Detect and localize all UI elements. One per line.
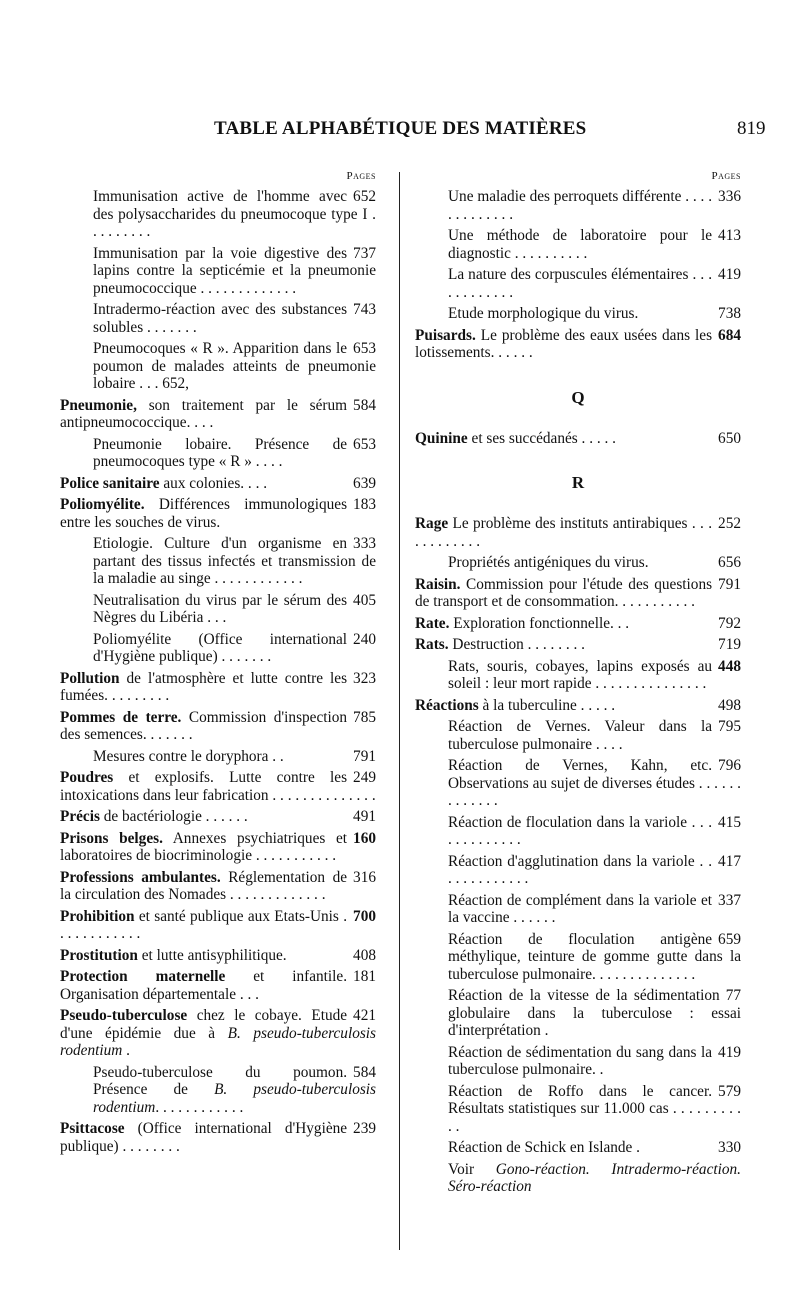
index-entry [60, 769, 376, 804]
entry-page: 700 [353, 907, 376, 925]
entry-text: Immunisation par la voie digestive des lapins contre la septicémie et la pneumonie pneumococcique . . . . . . . . . . . . . [93, 244, 376, 297]
entry-page: 684 [718, 326, 741, 344]
index-entry [415, 1044, 741, 1079]
index-entry [60, 340, 376, 393]
index-entry [415, 430, 741, 448]
entry-page: 77 [725, 987, 741, 1004]
entry-italic: B. pseudo-tuberculosis rodentium [60, 1024, 377, 1059]
index-entry [60, 968, 376, 1003]
see-also-prefix: Voir [448, 1160, 496, 1178]
index-entry [60, 245, 376, 298]
entry-page: 333 [353, 535, 376, 552]
entry-text: Intradermo-réaction avec des substances solubles . . . . . . . [93, 301, 348, 336]
entry-text: Le problème des eaux usées dans les lotissements. . . . . . [415, 326, 713, 361]
entry-page: 650 [718, 429, 741, 447]
entry-text: Réaction d'agglutination dans la variole . . . . . . . . . . . . . [448, 852, 713, 887]
entry-text: Réaction de floculation antigène méthylique, teinture de gomme gutte dans la tuberculose pulmonaire. . . . . . . . . . . . . . [448, 930, 741, 983]
entry-page: 491 [353, 808, 376, 825]
index-entry [60, 397, 376, 432]
entry-page: 743 [353, 301, 376, 318]
see-also-refs: Gono-réaction. Intradermo-réaction. Séro-réaction [448, 1160, 741, 1195]
index-entry [60, 1064, 376, 1117]
entry-page: 160 [353, 829, 376, 847]
index-entry [415, 554, 741, 572]
entry-text: La nature des corpuscules élémentaires . . . . . . . . . . . . [448, 266, 713, 301]
entry-page: 337 [718, 891, 741, 909]
index-entry [415, 305, 741, 323]
index-entry [60, 592, 376, 627]
entry-text: Réaction de floculation dans la variole . . . . . . . . . . . . . [448, 813, 713, 848]
entry-page: 737 [353, 244, 376, 262]
entry-page: 653 [353, 340, 376, 357]
index-entry [415, 1139, 741, 1157]
entry-keyword: Rats. [415, 636, 449, 653]
index-entry [60, 301, 376, 336]
entry-text: et santé publique aux Etats-Unis . . . . . . . . . . . . [60, 907, 348, 942]
entry-page: 421 [353, 1007, 376, 1024]
entry-text: Commission d'inspection des semences. . . . . . . [60, 708, 348, 743]
entry-page: 417 [718, 852, 741, 870]
entry-keyword: Quinine [415, 429, 468, 447]
entry-text: son traitement par le sérum antipneumococcique. . . . [60, 396, 348, 431]
entry-text: (Office international d'Hygiène publique) . . . . . . . . [60, 1120, 348, 1155]
entry-page: 408 [353, 946, 376, 964]
entry-page: 316 [353, 868, 376, 886]
entry-text: Etiologie. Culture d'un organisme en partant des tissus infectés et transmission de la maladie au singe . . . . . . . . . . . . [93, 535, 376, 587]
entry-text: et lutte antisyphilitique. [137, 946, 287, 964]
entry-keyword: Réactions [415, 696, 479, 714]
entry-text: Le problème des instituts antirabiques . . . . . . . . . . . . [415, 515, 713, 550]
entry-text: Etude morphologique du virus. [448, 305, 639, 322]
entry-page: 795 [718, 718, 741, 735]
right-entries-q [415, 430, 741, 448]
index-entry [415, 615, 741, 633]
entry-page: 659 [718, 930, 741, 948]
see-also [415, 1161, 741, 1196]
entry-keyword: Protection maternelle [60, 968, 226, 985]
entry-keyword: Professions ambulantes. [60, 868, 221, 886]
right-column [415, 170, 741, 1200]
index-entry [60, 475, 376, 493]
entry-keyword: Pommes de terre. [60, 708, 182, 726]
left-column [60, 170, 376, 1159]
entry-keyword: Rage [415, 515, 449, 532]
entry-text: et infantile. Organisation départementale . . . [60, 968, 348, 1003]
entry-page: 181 [353, 968, 376, 985]
section-letter-r: R [571, 473, 585, 492]
entry-page: 419 [718, 1043, 741, 1061]
entry-keyword: Pollution [60, 669, 120, 687]
entry-text: Réglementation de la circulation des Nomades . . . . . . . . . . . . . [60, 868, 348, 903]
index-entry [415, 697, 741, 715]
entry-page: 584 [353, 1063, 376, 1081]
entry-text: Réaction de sédimentation du sang dans la tuberculose pulmonaire. . [448, 1043, 713, 1078]
entry-text: Différences immunologiques entre les souches de virus. [60, 496, 348, 531]
index-entry [415, 327, 741, 362]
entry-text: Réaction de Vernes. Valeur dans la tuberculose pulmonaire . . . . [448, 718, 713, 753]
index-entry [415, 188, 741, 223]
index-entry [415, 814, 741, 849]
entry-text: Poliomyélite (Office international d'Hygiène publique) . . . . . . . [93, 630, 348, 665]
entry-text: Neutralisation du virus par le sérum des Nègres du Libéria . . . [93, 591, 348, 626]
entry-page: 656 [718, 554, 741, 571]
index-entry [415, 1083, 741, 1136]
entry-page: 791 [718, 575, 741, 593]
entry-page: 239 [353, 1120, 376, 1137]
entry-text: et explosifs. Lutte contre les intoxications dans leur fabrication . . . . . . . . . . . . . . [60, 769, 376, 804]
index-entry [60, 1007, 376, 1060]
entry-text: Réaction de Vernes, Kahn, etc. Observations au sujet de diverses études . . . . . . . . . . . . . [448, 757, 741, 809]
entry-keyword: Prohibition [60, 907, 135, 925]
entry-page: 791 [353, 747, 376, 765]
index-entry [415, 636, 741, 654]
entry-keyword: Prisons belges. [60, 829, 163, 847]
entry-text: de l'atmosphère et lutte contre les fumées. . . . . . . . . [60, 669, 348, 704]
index-entry [415, 515, 741, 550]
pages-label: Pages [711, 170, 741, 182]
index-entry [415, 757, 741, 810]
entry-page: 579 [718, 1082, 741, 1100]
index-entry [415, 718, 741, 753]
index-entry [415, 266, 741, 301]
entry-text: à la tuberculine . . . . . [478, 696, 616, 714]
entry-page: 796 [718, 757, 741, 774]
page-title: TABLE ALPHABÉTIQUE DES MATIÈRES [214, 118, 587, 139]
entry-keyword: Prostitution [60, 946, 138, 964]
entry-keyword: Psittacose [60, 1120, 125, 1137]
index-entry [415, 931, 741, 984]
entry-keyword: Pseudo-tuberculose [60, 1007, 188, 1024]
entry-page: 183 [353, 496, 376, 513]
entry-text: et ses succédanés . . . . . [467, 429, 616, 447]
entry-text: Immunisation active de l'homme avec des polysaccharides du pneumocoque type I . . . . . . . . . [93, 188, 376, 240]
entry-page: 413 [718, 227, 741, 244]
left-entries [60, 188, 376, 1155]
index-entry [60, 670, 376, 705]
entry-text: Pneumocoques « R ». Apparition dans le poumon de malades atteints de pneumonie lobaire . . . 652, [93, 340, 376, 392]
entry-text: Annexes psychiatriques et laboratoires de biocriminologie . . . . . . . . . . . [60, 829, 348, 864]
entry-text: Mesures contre le doryphora . . [93, 747, 284, 765]
entry-text: Exploration fonctionnelle. . . [449, 614, 630, 632]
entry-text: Pneumonie lobaire. Présence de pneumocoques type « R » . . . . [93, 435, 348, 470]
entry-tail: . . . . . . . . . . . . [155, 1098, 244, 1116]
index-entry [60, 869, 376, 904]
index-entry [60, 947, 376, 965]
index-entry [415, 987, 741, 1040]
section-letter-q: Q [571, 387, 585, 407]
index-entry [60, 535, 376, 588]
entry-text: Pseudo-tuberculose du poumon. Présence de [93, 1063, 348, 1098]
entry-tail: . [122, 1042, 130, 1059]
index-entry [60, 631, 376, 666]
entry-page: 252 [718, 515, 741, 532]
entry-page: 639 [353, 474, 376, 492]
index-entry [60, 748, 376, 766]
entry-page: 719 [718, 636, 741, 653]
entry-keyword: Rate. [415, 614, 450, 632]
entry-page: 498 [718, 696, 741, 714]
entry-text: de bactériologie . . . . . . [99, 808, 248, 825]
entry-text: Commission pour l'étude des questions de transport et de consommation. . . . . . . . . . . [415, 575, 713, 610]
entry-keyword: Puisards. [415, 326, 476, 344]
entry-text: Rats, souris, cobayes, lapins exposés au soleil : leur mort rapide . . . . . . . . . . . . . . . [448, 657, 713, 692]
entry-keyword: Poliomyélite. [60, 496, 145, 513]
entry-text: aux colonies. . . . [159, 474, 268, 492]
entry-page: 419 [718, 266, 741, 283]
entry-text: Réaction de Schick en Islande . [448, 1139, 640, 1156]
index-entry [60, 188, 376, 241]
entry-keyword: Police sanitaire [60, 474, 160, 492]
entry-page: 405 [353, 591, 376, 609]
index-entry [60, 830, 376, 865]
entry-page: 336 [718, 188, 741, 205]
entry-page: 448 [718, 657, 741, 675]
index-entry [60, 709, 376, 744]
entry-page: 653 [353, 435, 376, 453]
entry-keyword: Précis [60, 808, 100, 825]
index-entry [60, 1120, 376, 1155]
entry-text: Réaction de Roffo dans le cancer. Résultats statistiques sur 11.000 cas . . . . . . . . . . . [448, 1082, 741, 1135]
entry-italic: B. pseudo-tuberculosis rodentium [93, 1081, 377, 1116]
entry-page: 738 [718, 305, 741, 322]
entry-page: 249 [353, 769, 376, 786]
index-entry [60, 496, 376, 531]
entry-page: 652 [353, 188, 376, 205]
entry-text: chez le cobaye. Etude d'une épidémie due à [60, 1007, 348, 1042]
entry-text: Réaction de la vitesse de la sédimentation globulaire dans la tuberculose : essai d'interprétation . [448, 987, 741, 1039]
entry-page: 323 [353, 669, 376, 687]
index-entry [60, 908, 376, 943]
entry-page: 584 [353, 396, 376, 414]
entry-text: Réaction de complément dans la variole et la vaccine . . . . . . [448, 891, 713, 926]
pages-label: Pages [346, 170, 376, 182]
entry-text: Une maladie des perroquets différente . . . . . . . . . . . . . [448, 188, 713, 223]
entry-keyword: Raisin. [415, 575, 461, 593]
column-divider [399, 172, 400, 1250]
entry-text: Destruction . . . . . . . . [448, 636, 585, 653]
index-entry [60, 436, 376, 471]
index-entry [415, 892, 741, 927]
right-entries-r [415, 515, 741, 1157]
entry-page: 785 [353, 708, 376, 726]
index-entry [415, 658, 741, 693]
entry-text: Propriétés antigéniques du virus. [448, 554, 649, 571]
entry-page: 240 [353, 630, 376, 648]
entry-page: 792 [718, 614, 741, 632]
right-entries-p [415, 188, 741, 362]
index-entry [415, 576, 741, 611]
index-entry [415, 227, 741, 262]
entry-keyword: Poudres [60, 769, 114, 786]
entry-text: Une méthode de laboratoire pour le diagnostic . . . . . . . . . . [448, 227, 713, 262]
index-entry [415, 853, 741, 888]
entry-keyword: Pneumonie, [60, 396, 137, 414]
entry-page: 330 [718, 1139, 741, 1156]
index-entry [60, 808, 376, 826]
entry-page: 415 [718, 813, 741, 831]
page-number: 819 [737, 118, 766, 139]
